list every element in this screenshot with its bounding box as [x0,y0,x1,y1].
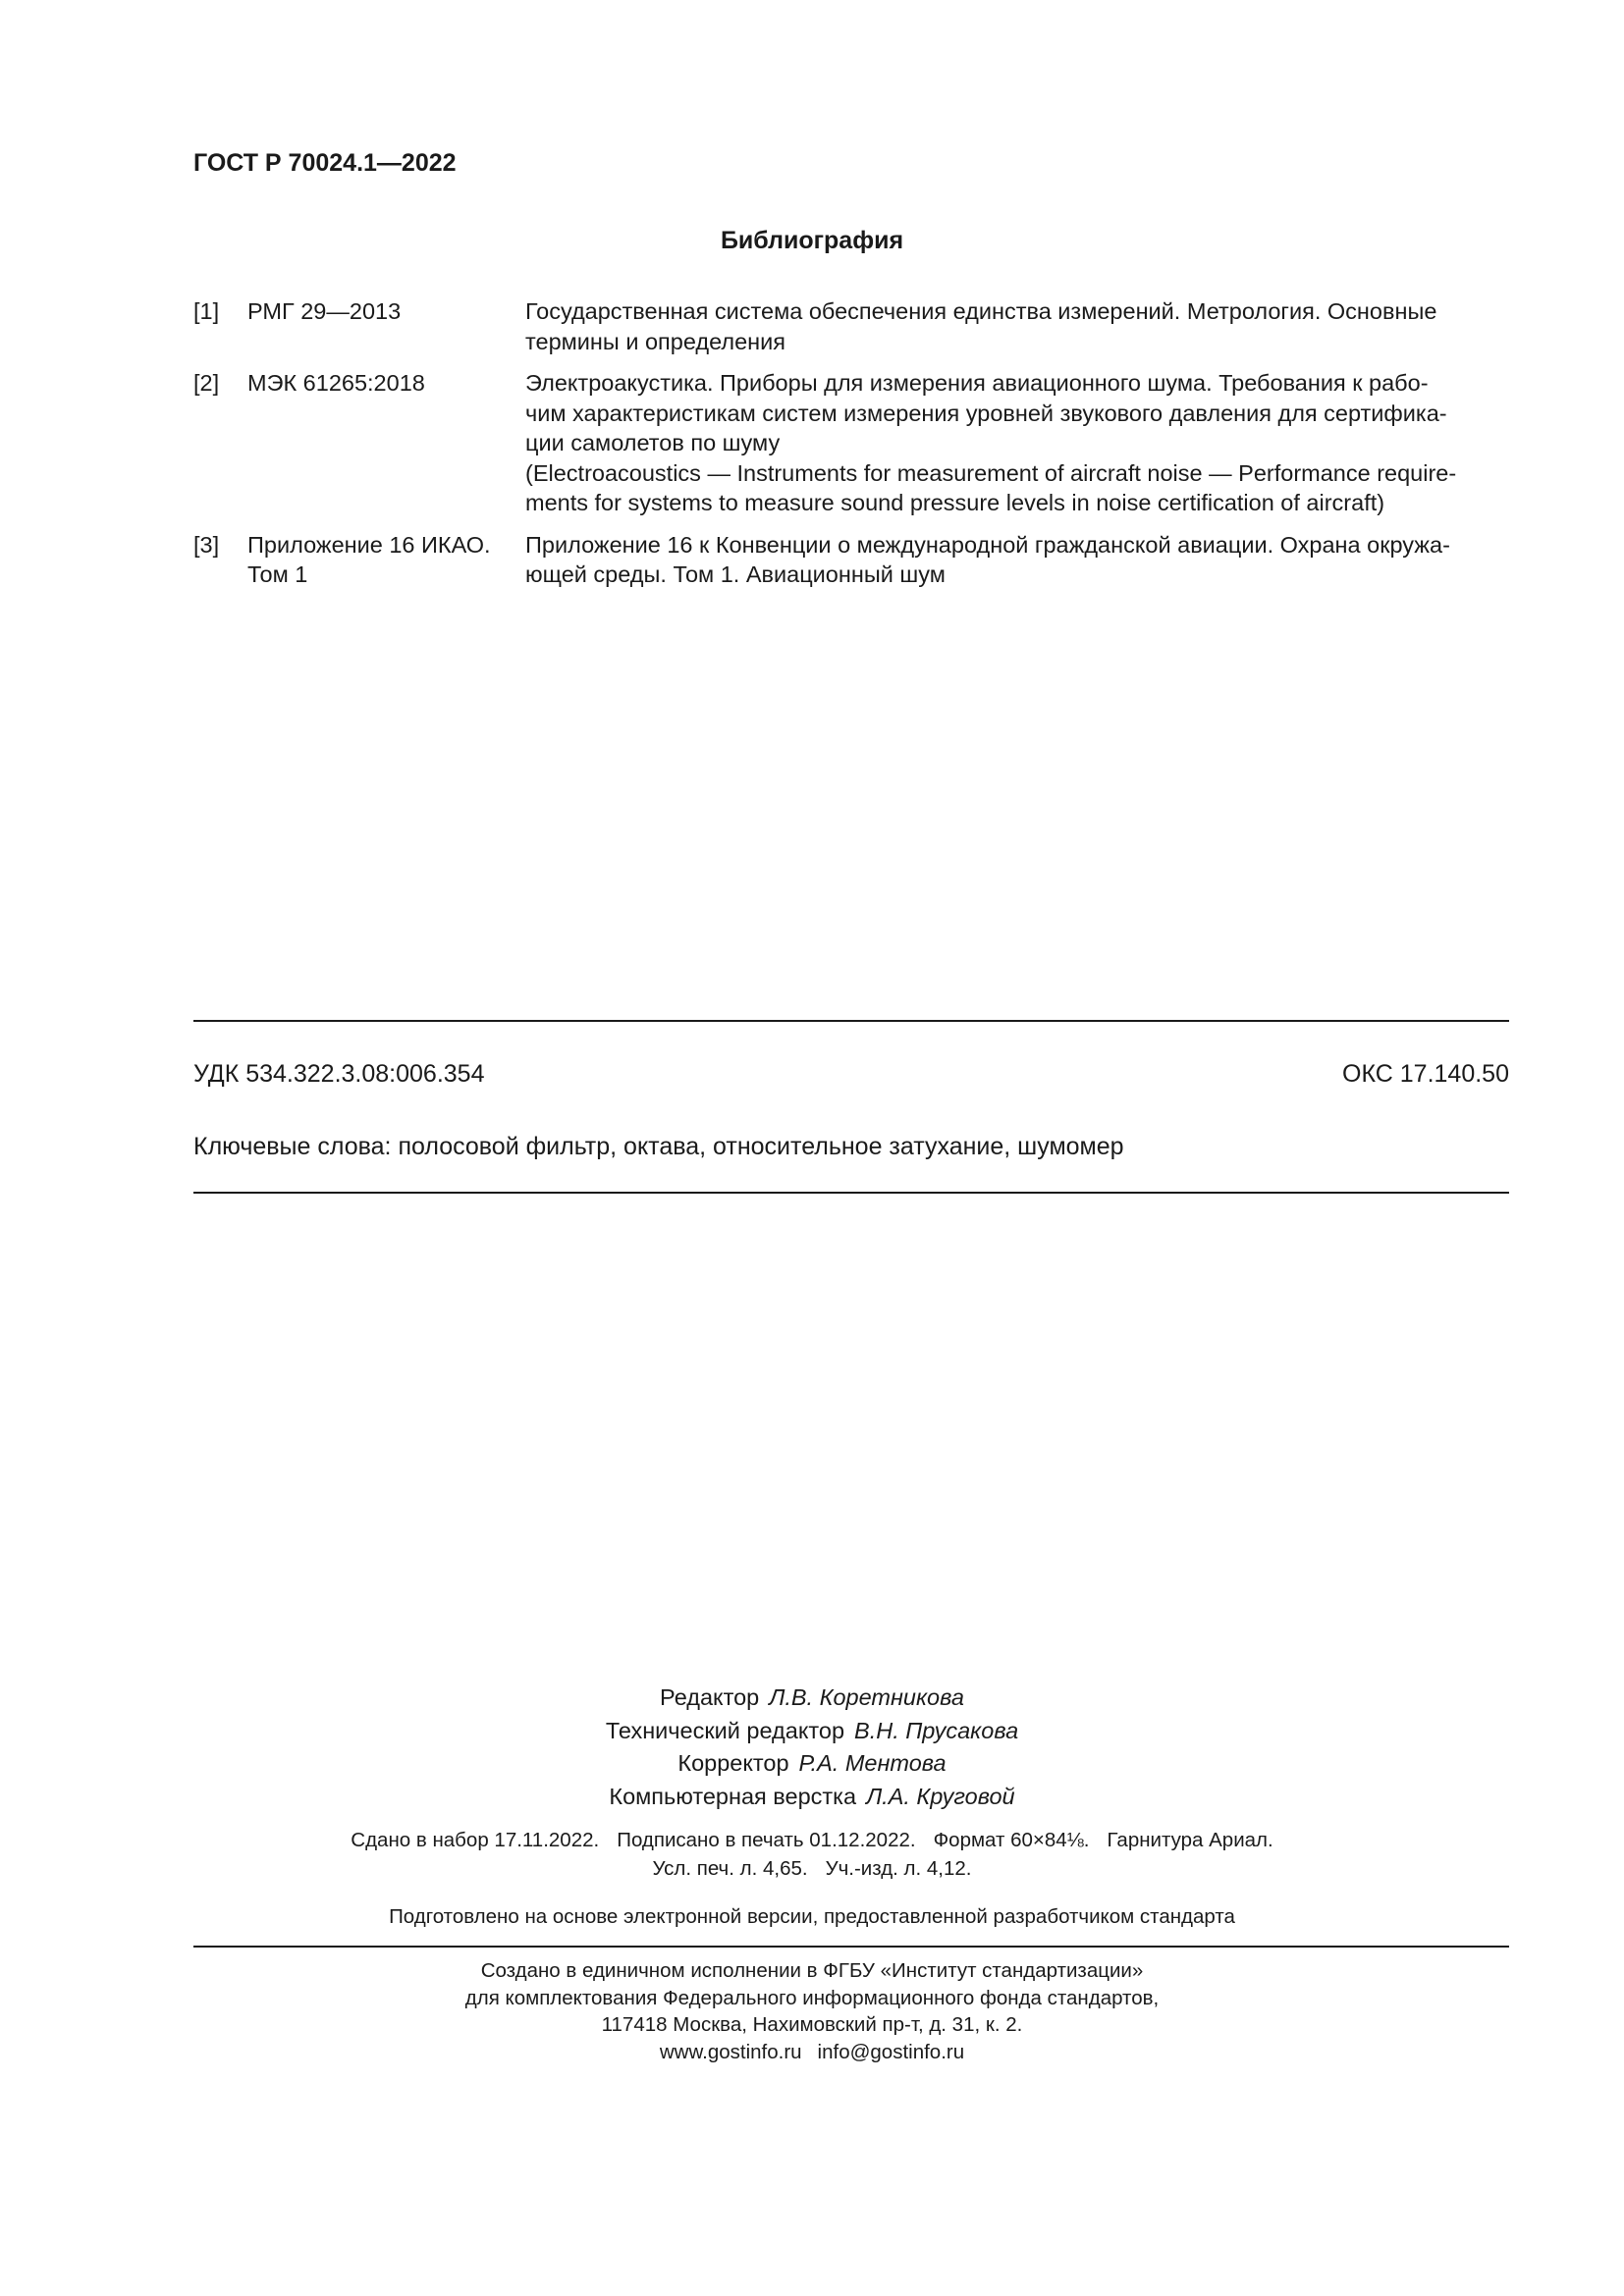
credit-corrector [0,1747,1624,1781]
description-line: чим характеристикам систем измерения уровней звукового давления для сертифика- [525,400,1447,426]
entry-number: [3] [193,531,220,558]
imprint-line-1 [0,1826,1624,1854]
credit-name: Л.В. Коретникова [769,1684,964,1710]
imprint-line-2 [0,1854,1624,1883]
description-line: ции самолетов по шуму [525,430,781,455]
entry-code: Приложение 16 ИКАО. Том 1 [247,531,491,587]
credits-block [0,1682,1624,1813]
credit-label: Компьютерная верстка [609,1783,857,1809]
credit-label: Технический редактор [605,1717,845,1743]
document-number: ГОСТ Р 70024.1—2022 [193,149,457,177]
prepared-note: Подготовлено на основе электронной версии, предоставленной разработчиком стандарта [389,1905,1235,1928]
description-line: Электроакустика. Приборы для измерения авиационного шума. Требования к рабо- [525,370,1429,396]
imprint-block [0,1826,1624,1883]
credit-layout [0,1781,1624,1814]
credit-label: Редактор [660,1684,760,1710]
divider-rule [193,1192,1509,1194]
bibliography-list [193,296,1509,602]
imprint-submitted: Сдано в набор 17.11.2022. [351,1829,600,1851]
publisher-block [0,1957,1624,2065]
imprint-typeface: Гарнитура Ариал. [1107,1829,1273,1851]
imprint-format: Формат 60×84⅛. [933,1829,1090,1851]
description-line: ющей среды. Том 1. Авиационный шум [525,561,946,587]
entry-description [525,296,1509,356]
entry-code: РМГ 29—2013 [247,298,402,324]
bibliography-title: Библиография [720,227,904,254]
credit-name: Л.А. Круговой [866,1783,1015,1809]
publisher-line: 117418 Москва, Нахимовский пр-т, д. 31, к. 2. [601,2013,1023,2036]
description-line: (Electroacoustics — Instruments for measurement of aircraft noise — Performance require- [525,459,1457,486]
bibliography-entry-2 [193,368,1509,518]
divider-rule [193,1946,1509,1948]
oks-code: ОКС 17.140.50 [1342,1060,1509,1088]
entry-description [525,368,1509,518]
imprint-publish-sheets: Уч.-изд. л. 4,12. [825,1857,972,1880]
entry-number: [1] [193,298,220,324]
website-link[interactable]: www.gostinfo.ru [659,2040,802,2063]
bibliography-entry-3 [193,530,1509,590]
credit-tech-editor [0,1715,1624,1748]
entry-description [525,530,1509,590]
entry-code: МЭК 61265:2018 [247,370,425,396]
publisher-line: Создано в единичном исполнении в ФГБУ «Институт стандартизации» [480,1959,1144,1982]
email-link[interactable]: info@gostinfo.ru [817,2040,965,2063]
description-line: ments for systems to measure sound pressure levels in noise certification of aircraft) [525,490,1385,515]
credit-label: Корректор [677,1750,789,1776]
divider-rule [193,1020,1509,1022]
publisher-contacts [0,2039,1624,2066]
credit-editor [0,1682,1624,1715]
imprint-signed: Подписано в печать 01.12.2022. [617,1829,916,1851]
credit-name: Р.А. Ментова [798,1750,947,1776]
description-line: Государственная система обеспечения единства измерений. Метрология. Основные [525,298,1437,324]
credit-name: В.Н. Прусакова [854,1717,1019,1743]
udk-code: УДК 534.322.3.08:006.354 [193,1060,485,1088]
bibliography-entry-1 [193,296,1509,356]
imprint-print-sheets: Усл. печ. л. 4,65. [652,1857,808,1880]
description-line: термины и определения [525,328,786,354]
description-line: Приложение 16 к Конвенции о международной гражданской авиации. Охрана окружа- [525,531,1450,558]
publisher-line: для комплектования Федерального информационного фонда стандартов, [464,1986,1160,2009]
entry-number: [2] [193,370,220,396]
keywords: Ключевые слова: полосовой фильтр, октава, относительное затухание, шумомер [193,1133,1124,1160]
